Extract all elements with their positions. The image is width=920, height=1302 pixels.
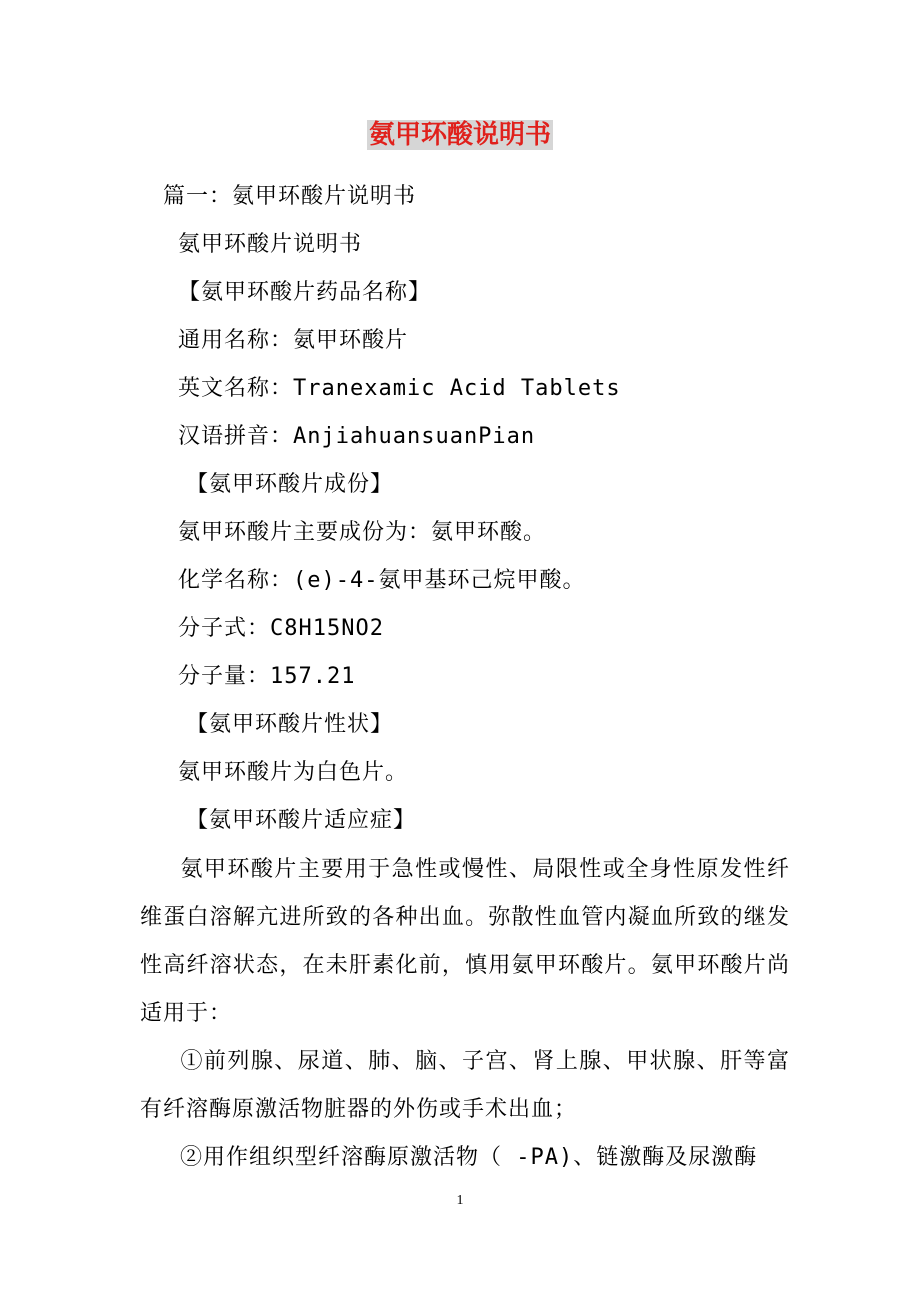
molecular-formula-line: 分子式：C8H15NO2 (178, 616, 384, 641)
section-heading-part-one: 篇一：氨甲环酸片说明书 (163, 184, 417, 209)
indications-paragraph (140, 846, 790, 1038)
heading-composition: 【氨甲环酸片成份】 (186, 472, 394, 497)
indications-text: 氨甲环酸片主要用于急性或慢性、局限性或全身性原发性纤维蛋白溶解亢进所致的各种出血。弥散性血管内凝血所致的继发性高纤溶状态，在未肝素化前，慎用氨甲环酸片。氨甲环酸片尚适用于： (140, 857, 790, 1026)
document-title: 氨甲环酸说明书 (368, 120, 551, 150)
pinyin-line: 汉语拼音：AnjiahuansuanPian (178, 424, 536, 449)
subtitle-line: 氨甲环酸片说明书 (178, 232, 363, 257)
heading-indications: 【氨甲环酸片适应症】 (186, 808, 417, 833)
heading-drug-name: 【氨甲环酸片药品名称】 (178, 280, 432, 305)
list-item-1-text: ①前列腺、尿道、肺、脑、子宫、肾上腺、甲状腺、肝等富有纤溶酶原激活物脏器的外伤或手术出血； (140, 1049, 790, 1122)
document-title-container (0, 118, 920, 152)
composition-line: 氨甲环酸片主要成份为：氨甲环酸。 (178, 520, 547, 545)
molecular-weight-line: 分子量：157.21 (178, 664, 356, 689)
page-number: 1 (456, 1193, 464, 1208)
description-line: 氨甲环酸片为白色片。 (178, 760, 409, 785)
list-item-1 (140, 1038, 790, 1134)
heading-description: 【氨甲环酸片性状】 (186, 712, 394, 737)
english-name-line: 英文名称：Tranexamic Acid Tablets (178, 376, 621, 401)
list-item-2 (140, 1134, 790, 1182)
list-item-2-text: ②用作组织型纤溶酶原激活物（ -PA)、链激酶及尿激酶 (180, 1145, 758, 1170)
generic-name-line: 通用名称：氨甲环酸片 (178, 328, 409, 353)
chemical-name-line: 化学名称：(e)-4-氨甲基环己烷甲酸。 (178, 568, 586, 593)
